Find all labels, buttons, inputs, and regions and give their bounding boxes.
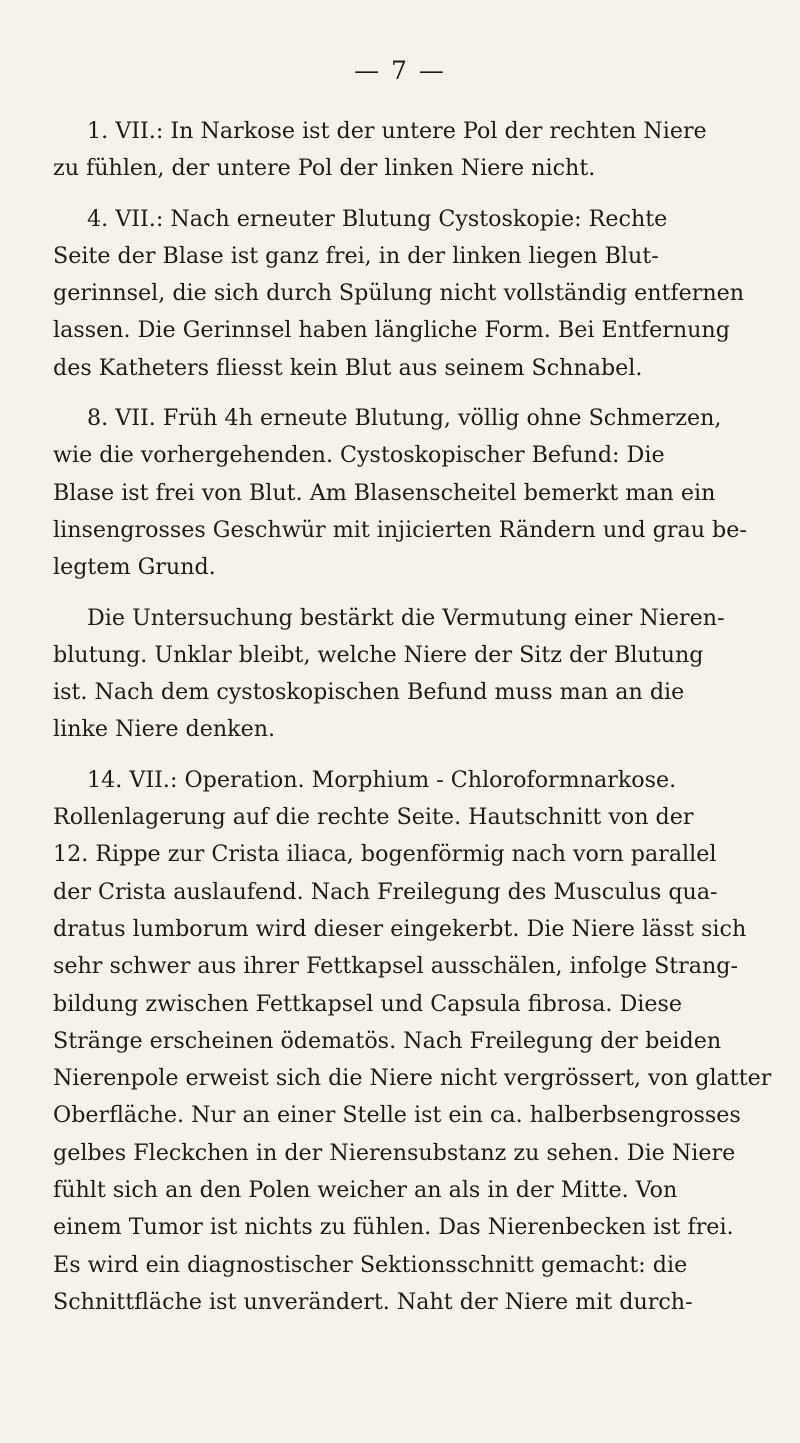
text-line: des Katheters fliesst kein Blut aus seinem Schnabel. (53, 354, 643, 381)
text-line: Die Untersuchung bestärkt die Vermutung einer Nieren- (87, 604, 725, 631)
text-line: 8. VII. Früh 4h erneute Blutung, völlig ohne Schmerzen, (87, 405, 722, 432)
text-line: lassen. Die Gerinnsel haben längliche Form. Bei Entfernung (53, 317, 730, 344)
text-line: linke Niere denken. (53, 716, 276, 743)
text-line: sehr schwer aus ihrer Fettkapsel ausschälen, infolge Strang- (53, 953, 739, 980)
paragraph-2 (53, 201, 759, 387)
text-line: 4. VII.: Nach erneuter Blutung Cystoskopie: Rechte (87, 205, 668, 232)
body-text (53, 113, 772, 1321)
text-line: legtem Grund. (53, 554, 216, 581)
paragraph-4 (53, 600, 759, 749)
paragraph-5 (53, 762, 772, 1321)
text-line: Rollenlagerung auf die rechte Seite. Hautschnitt von der (53, 804, 694, 831)
text-line: 14. VII.: Operation. Morphium - Chloroformnarkose. (87, 766, 677, 793)
text-line: bildung zwischen Fettkapsel und Capsula fibrosa. Diese (53, 990, 682, 1017)
text-line: zu fühlen, der untere Pol der linken Niere nicht. (53, 155, 596, 182)
text-line: linsengrosses Geschwür mit injicierten Rändern und grau be- (53, 516, 747, 543)
text-line: einem Tumor ist nichts zu fühlen. Das Nierenbecken ist frei. (53, 1214, 734, 1241)
text-line: Es wird ein diagnostischer Sektionsschnitt gemacht: die (53, 1251, 688, 1278)
text-line: Blase ist frei von Blut. Am Blasenscheitel bemerkt man ein (53, 479, 716, 506)
text-line: 12. Rippe zur Crista iliaca, bogenförmig nach vorn parallel (53, 841, 717, 868)
text-line: 1. VII.: In Narkose ist der untere Pol der rechten Niere (87, 118, 707, 144)
text-line: gerinnsel, die sich durch Spülung nicht vollständig entfernen (53, 280, 745, 307)
text-line: gelbes Fleckchen in der Nierensubstanz zu sehen. Die Niere (53, 1139, 736, 1166)
text-line: Schnittfläche ist unverändert. Naht der Niere mit durch- (53, 1288, 693, 1315)
text-line: fühlt sich an den Polen weicher an als in der Mitte. Von (53, 1177, 678, 1204)
text-line: Nierenpole erweist sich die Niere nicht vergrössert, von glatter (53, 1065, 772, 1092)
text-line: Oberfläche. Nur an einer Stelle ist ein ca. halberbsengrosses (53, 1102, 741, 1129)
text-line: der Crista auslaufend. Nach Freilegung des Musculus qua- (53, 878, 718, 905)
text-line: Stränge erscheinen ödematös. Nach Freilegung der beiden (53, 1027, 722, 1054)
paragraph-3 (53, 400, 759, 586)
text-line: dratus lumborum wird dieser eingekerbt. Die Niere lässt sich (53, 915, 747, 942)
text-line: blutung. Unklar bleibt, welche Niere der Sitz der Blutung (53, 641, 704, 668)
text-line: wie die vorhergehenden. Cystoskopischer Befund: Die (53, 442, 665, 469)
paragraph-1 (53, 113, 759, 188)
text-line: ist. Nach dem cystoskopischen Befund muss man an die (53, 679, 685, 706)
text-line: Seite der Blase ist ganz frei, in der linken liegen Blut- (53, 242, 659, 269)
page-number: — 7 — (354, 56, 446, 85)
